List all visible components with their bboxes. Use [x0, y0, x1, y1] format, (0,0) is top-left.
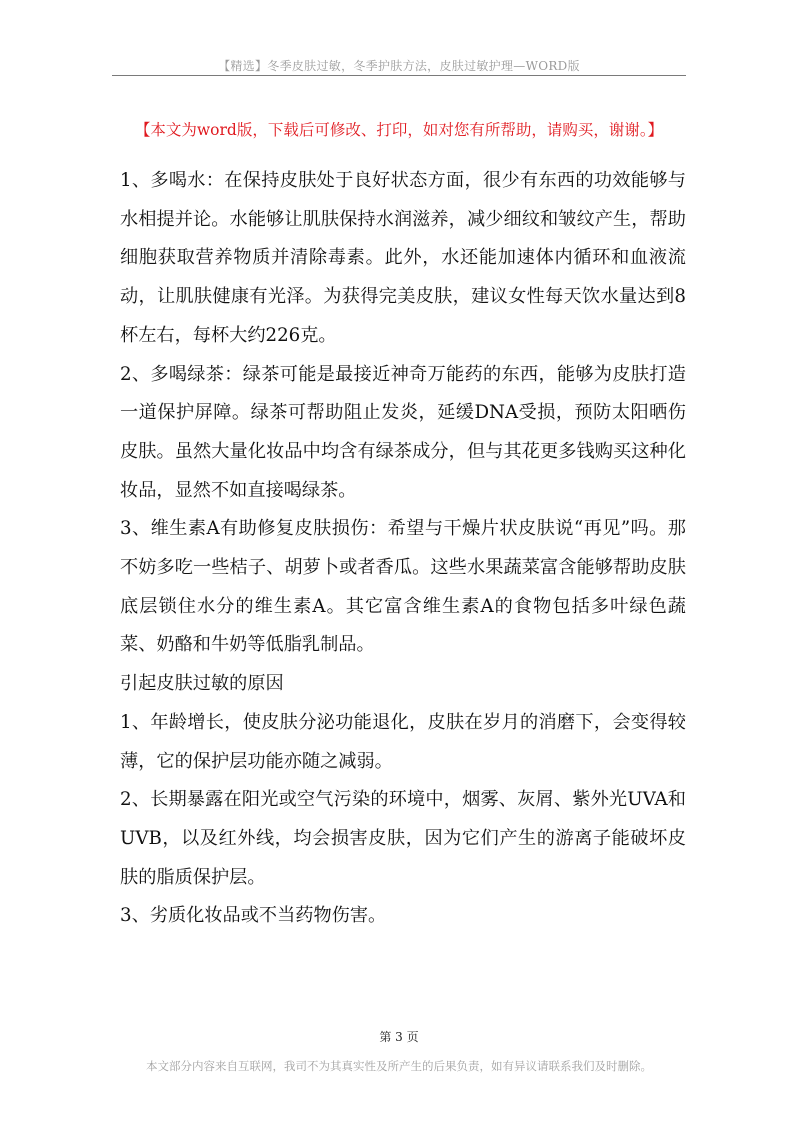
header-divider: [112, 75, 686, 76]
paragraph-cause-aging: 1、年龄增长，使皮肤分泌功能退化，皮肤在岁月的消磨下，会变得较薄，它的保护层功能亦随之减弱。: [120, 711, 686, 772]
page-number: 第 3 页: [379, 1030, 419, 1044]
paragraph-green-tea: 2、多喝绿茶：绿茶可能是最接近神奇万能药的东西，能够为皮肤打造一道保护屏障。绿茶可帮助阻止发炎，延缓DNA受损，预防太阳晒伤皮肤。虽然大量化妆品中均含有绿茶成分，但与其花更多钱购买这种化妆品，显然不如直接喝绿茶。: [120, 363, 686, 501]
footer-disclaimer: 本文部分内容来自互联网，我司不为其真实性及所产生的后果负责，如有异议请联系我们及时删除。: [146, 1059, 652, 1073]
word-version-notice: 【本文为word版，下载后可修改、打印，如对您有所帮助，请购买，谢谢。】: [134, 121, 664, 139]
paragraph-vitamin-a: 3、维生素A有助修复皮肤损伤：希望与干燥片状皮肤说“再见”吗。那不妨多吃一些桔子、胡萝卜或者香瓜。这些水果蔬菜富含能够帮助皮肤底层锁住水分的维生素A。其它富含维生素A的食物包括多叶绿色蔬菜、奶酪和牛奶等低脂乳制品。: [120, 518, 686, 656]
paragraph-cause-cosmetics: 3、劣质化妆品或不当药物伤害。: [120, 905, 387, 927]
paragraph-cause-exposure: 2、长期暴露在阳光或空气污染的环境中，烟雾、灰屑、紫外光UVA和UVB，以及红外线，均会损害皮肤，因为它们产生的游离子能破坏皮肤的脂质保护层。: [120, 789, 686, 888]
section-heading-allergy-causes: 引起皮肤过敏的原因: [120, 673, 284, 695]
document-body: [120, 162, 686, 936]
paragraph-drink-water: 1、多喝水：在保持皮肤处于良好状态方面，很少有东西的功效能够与水相提并论。水能够让肌肤保持水润滋养，减少细纹和皱纹产生，帮助细胞获取营养物质并清除毒素。此外，水还能加速体内循环和血液流动，让肌肤健康有光泽。为获得完美皮肤，建议女性每天饮水量达到8杯左右，每杯大约226克。: [120, 170, 686, 346]
document-header-title: 【精选】冬季皮肤过敏，冬季护肤方法，皮肤过敏护理—WORD版: [218, 59, 580, 73]
